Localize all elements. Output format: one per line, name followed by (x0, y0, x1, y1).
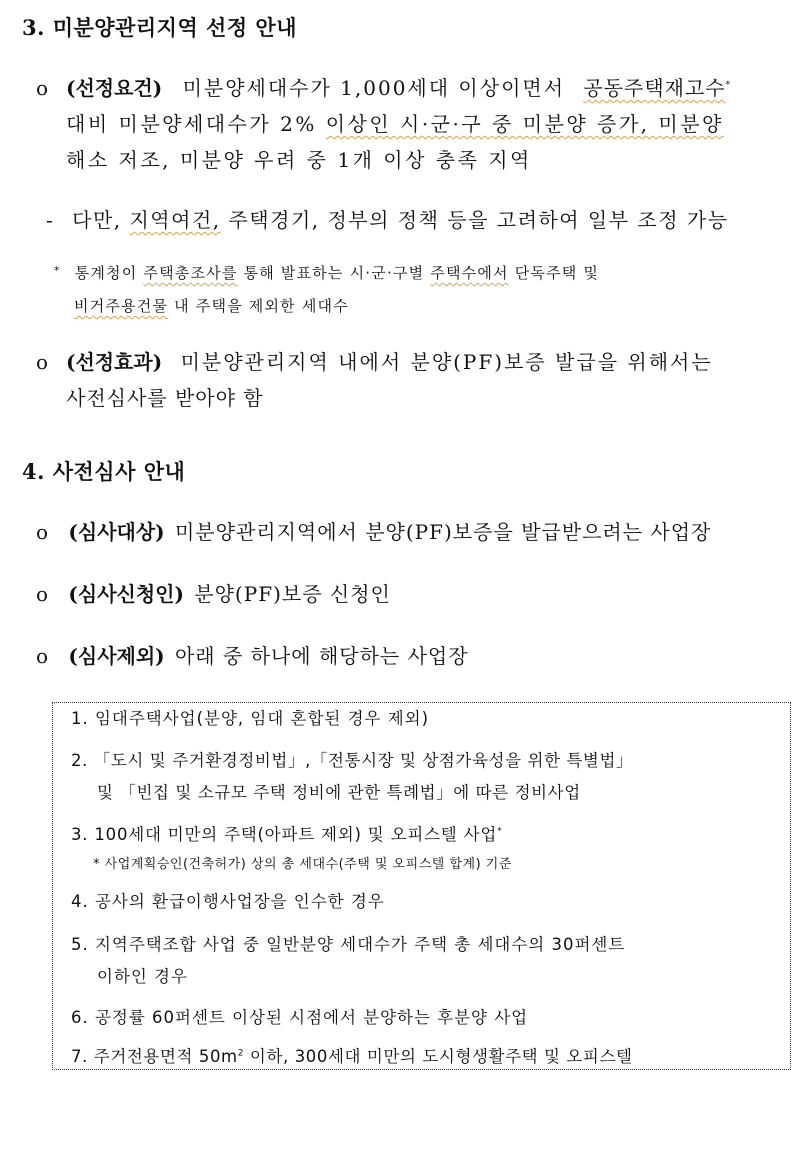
exclusion-label: (심사제외) (68, 644, 165, 668)
exclusion-line: o (심사제외) 아래 중 하나에 해당하는 사업장 (36, 644, 469, 668)
exclusion-item-1: 1. 임대주택사업(분양, 임대 혼합된 경우 제외) (71, 709, 430, 728)
criteria-line-1: (선정요건) 미분양세대수가 1,000세대 이상이면서 공동주택재고수* (66, 76, 731, 100)
footnote-line-2: 비거주용건물 내 주택을 제외한 세대수 (74, 297, 349, 315)
target-label: (심사대상) (68, 520, 165, 544)
bullet-marker: o (36, 520, 49, 544)
exclusion-item-3: 3. 100세대 미만의 주택(아파트 제외) 및 오피스텔 사업* (71, 825, 503, 844)
exclusion-item-3-note: * 사업계획승인(건축허가) 상의 총 세대수(주택 및 오피스텔 합계) 기준 (93, 857, 512, 872)
proviso-line: - 다만, 지역여건, 주택경기, 정부의 정책 등을 고려하여 일부 조정 가능 (46, 208, 729, 232)
bullet-marker: o (36, 644, 49, 668)
exclusion-item-5-line-1: 5. 지역주택조합 사업 중 일반분양 세대수가 주택 총 세대수의 30퍼센트 (71, 935, 626, 954)
exclusion-list-box (52, 702, 791, 1070)
effect-label: (선정효과) (66, 350, 163, 374)
section4-heading: 4. 사전심사 안내 (22, 459, 186, 484)
criteria-line-2: 대비 미분양세대수가 2% 이상인 시·군·구 중 미분양 증가, 미분양 (66, 112, 724, 136)
effect-line-2: 사전심사를 받아야 함 (66, 386, 264, 410)
footnote (54, 254, 796, 323)
criteria-line-3: 해소 저조, 미분양 우려 중 1개 이상 충족 지역 (66, 148, 532, 172)
bullet-marker: o (36, 76, 49, 100)
exclusion-item-5-line-2: 이하인 경우 (97, 967, 188, 986)
exclusion-item-6: 6. 공정률 60퍼센트 이상된 시점에서 분양하는 후분양 사업 (71, 1008, 529, 1027)
criteria-label: (선정요건) (66, 76, 163, 100)
section3-heading: 3. 미분양관리지역 선정 안내 (22, 15, 298, 40)
applicant-label: (심사신청인) (68, 582, 184, 606)
effect-line-1: (선정효과) 미분양관리지역 내에서 분양(PF)보증 발급을 위해서는 (66, 350, 713, 374)
exclusion-item-2-line-2: 및 「빈집 및 소규모 주택 정비에 관한 특례법」에 따른 정비사업 (97, 783, 581, 802)
target-line: o (심사대상) 미분양관리지역에서 분양(PF)보증을 발급받으려는 사업장 (36, 520, 712, 544)
bullet-marker: o (36, 582, 49, 606)
footnote-line-1: * 통계청이 주택총조사를 통해 발표하는 시·군·구별 주택수에서 단독주택 및 (54, 264, 600, 282)
exclusion-item-7: 7. 주거전용면적 $50m^2$ 이하, 300세대 미만의 도시형생활주택 및 오피스텔 (71, 1047, 633, 1066)
bullet-marker: o (36, 350, 49, 374)
dash-marker: - (46, 208, 55, 232)
exclusion-item-4: 4. 공사의 환급이행사업장을 인수한 경우 (71, 892, 385, 911)
applicant-line: o (심사신청인) 분양(PF)보증 신청인 (36, 582, 391, 606)
exclusion-item-2-line-1: 2. 「도시 및 주거환경정비법」,「전통시장 및 상점가육성을 위한 특별법」 (71, 751, 634, 770)
